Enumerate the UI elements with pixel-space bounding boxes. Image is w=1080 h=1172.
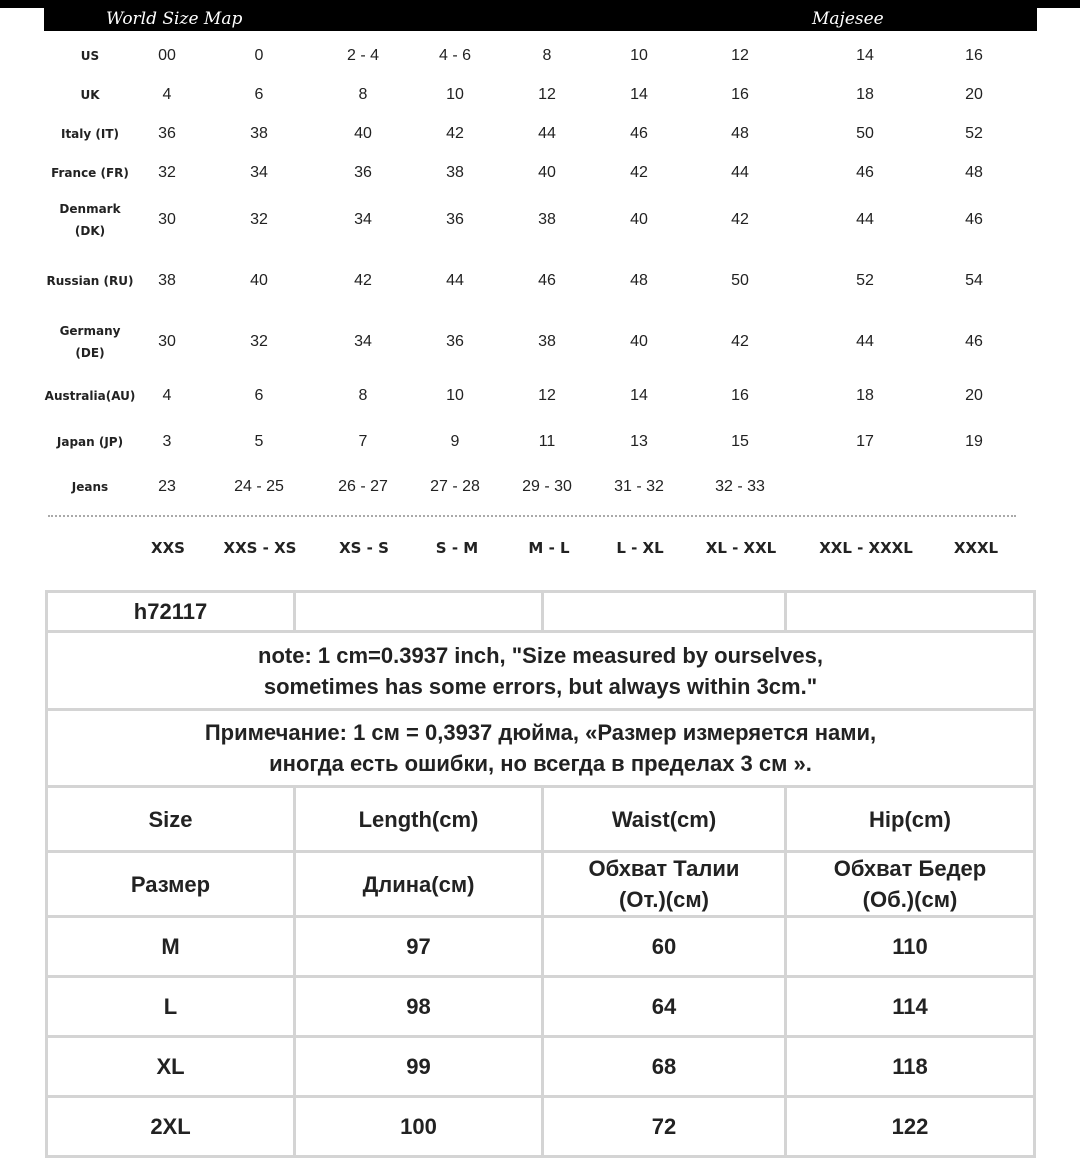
size-value: 46 xyxy=(630,125,648,142)
size-value: 40 xyxy=(250,272,268,289)
column-header-ru-line: Обхват Бедер xyxy=(833,856,987,881)
size-value: 11 xyxy=(538,433,556,450)
size-value: 10 xyxy=(630,47,648,64)
size-value: 42 xyxy=(630,164,648,181)
measurement-value: 110 xyxy=(786,917,1035,977)
size-value: 10 xyxy=(446,86,464,103)
size-value: 38 xyxy=(538,333,556,350)
size-value: 5 xyxy=(254,433,264,450)
size-label: L xyxy=(47,977,295,1037)
empty-cell xyxy=(786,592,1035,632)
size-value: 52 xyxy=(965,125,983,142)
region-label-line: Australia(AU) xyxy=(44,389,136,403)
size-value: 38 xyxy=(158,272,176,289)
size-value: 44 xyxy=(731,164,749,181)
note-en-row xyxy=(47,632,1035,710)
size-value: 48 xyxy=(731,125,749,142)
column-header-ru-line: (Об.)(см) xyxy=(862,887,958,912)
size-value: 29 - 30 xyxy=(522,478,572,495)
region-label-line: US xyxy=(80,49,100,63)
size-value: 46 xyxy=(538,272,556,289)
column-header: Length(cm) xyxy=(295,787,543,852)
size-label: M xyxy=(47,917,295,977)
size-value: 52 xyxy=(856,272,874,289)
size-value: 18 xyxy=(856,387,874,404)
letter-size: XXS - XS xyxy=(223,539,297,557)
column-header: Size xyxy=(47,787,295,852)
size-value: 48 xyxy=(630,272,648,289)
size-value: 44 xyxy=(856,333,874,350)
map-row xyxy=(44,270,1037,292)
size-value: 12 xyxy=(731,47,749,64)
size-value: 40 xyxy=(630,333,648,350)
size-value: 34 xyxy=(250,164,268,181)
size-row xyxy=(47,917,1035,977)
size-value: 2 - 4 xyxy=(346,47,379,64)
size-value: 46 xyxy=(856,164,874,181)
region-label-line: Jeans xyxy=(71,480,109,494)
region-label-line: (DE) xyxy=(75,346,105,360)
size-value: 38 xyxy=(250,125,268,142)
size-value: 31 - 32 xyxy=(614,478,664,495)
header-en-row xyxy=(47,787,1035,852)
measurement-value: 99 xyxy=(295,1037,543,1097)
size-row xyxy=(47,1097,1035,1157)
size-value: 30 xyxy=(158,333,176,350)
region-label-line: Italy (IT) xyxy=(60,127,120,141)
size-value: 32 xyxy=(158,164,176,181)
size-value: 23 xyxy=(158,478,176,495)
map-row xyxy=(44,84,1037,106)
size-value: 54 xyxy=(965,272,983,289)
map-row xyxy=(44,431,1037,453)
size-value: 14 xyxy=(856,47,874,64)
map-row xyxy=(44,45,1037,67)
note-english-line: note: 1 cm=0.3937 inch, "Size measured by ourselves, xyxy=(258,642,823,668)
measurement-value: 114 xyxy=(786,977,1035,1037)
header-ru-row xyxy=(47,852,1035,917)
size-value: 4 xyxy=(162,387,172,404)
letter-size: XXXL xyxy=(953,539,999,557)
letter-size: M - L xyxy=(528,539,570,557)
column-header: Waist(cm) xyxy=(543,787,786,852)
size-value: 50 xyxy=(731,272,749,289)
map-row xyxy=(44,324,1037,360)
size-value: 38 xyxy=(446,164,464,181)
region-label-line: Japan (JP) xyxy=(56,435,124,449)
measurement-value: 72 xyxy=(543,1097,786,1157)
region-label-line: UK xyxy=(80,88,100,102)
size-value: 50 xyxy=(856,125,874,142)
size-value: 27 - 28 xyxy=(430,478,480,495)
note-russian-line: Примечание: 1 см = 0,3937 дюйма, «Размер измеряется нами, xyxy=(204,720,877,745)
column-header-ru xyxy=(47,852,295,917)
letter-size: XXL - XXXL xyxy=(819,539,913,557)
region-label-line: Denmark xyxy=(59,202,121,216)
letter-size-row xyxy=(44,537,1037,559)
world-size-map xyxy=(44,8,1037,495)
size-value: 36 xyxy=(446,333,464,350)
size-value: 32 - 33 xyxy=(715,478,765,495)
column-header-ru-line: Длина(см) xyxy=(362,871,475,897)
size-value: 44 xyxy=(856,211,874,228)
size-label: 2XL xyxy=(47,1097,295,1157)
size-value: 16 xyxy=(731,86,749,103)
size-row xyxy=(47,1037,1035,1097)
map-row xyxy=(44,123,1037,145)
size-label: XL xyxy=(47,1037,295,1097)
map-row xyxy=(44,476,1037,498)
size-value: 16 xyxy=(965,47,983,64)
size-value: 17 xyxy=(856,433,874,450)
note-english-line: sometimes has some errors, but always within 3cm." xyxy=(263,673,818,699)
size-value: 42 xyxy=(731,333,749,350)
size-value: 6 xyxy=(254,387,264,404)
size-value: 42 xyxy=(731,211,749,228)
region-label-line: (DK) xyxy=(74,224,106,238)
letter-size: XS - S xyxy=(339,539,389,557)
measurement-value: 64 xyxy=(543,977,786,1037)
empty-cell xyxy=(295,592,543,632)
size-value: 9 xyxy=(450,433,460,450)
size-value: 24 - 25 xyxy=(234,478,284,495)
column-header-ru xyxy=(786,852,1035,917)
size-value: 3 xyxy=(162,433,172,450)
measurement-value: 100 xyxy=(295,1097,543,1157)
size-value: 42 xyxy=(446,125,464,142)
column-header: Hip(cm) xyxy=(786,787,1035,852)
region-label-line: France (FR) xyxy=(51,166,129,180)
size-value: 15 xyxy=(731,433,749,450)
size-value: 26 - 27 xyxy=(338,478,388,495)
size-value: 12 xyxy=(538,387,556,404)
size-value: 46 xyxy=(965,333,983,350)
size-value: 10 xyxy=(446,387,464,404)
size-value: 4 xyxy=(162,86,172,103)
size-value: 40 xyxy=(354,125,372,142)
size-value: 8 xyxy=(358,86,368,103)
size-value: 20 xyxy=(965,86,983,103)
note-russian-line: иногда есть ошибки, но всегда в пределах 3 см ». xyxy=(269,751,812,776)
map-row xyxy=(44,385,1037,407)
size-value: 36 xyxy=(354,164,372,181)
column-header-ru-line: (От.)(см) xyxy=(619,887,709,912)
column-header-ru-line: Обхват Талии xyxy=(588,856,740,881)
letter-size: XL - XXL xyxy=(705,539,777,557)
brand-name: Majesee xyxy=(812,9,884,29)
size-row xyxy=(47,977,1035,1037)
size-value: 42 xyxy=(354,272,372,289)
measurement-value: 97 xyxy=(295,917,543,977)
size-value: 36 xyxy=(158,125,176,142)
size-value: 34 xyxy=(354,211,372,228)
measurement-value: 98 xyxy=(295,977,543,1037)
size-value: 00 xyxy=(158,47,176,64)
size-value: 8 xyxy=(542,47,552,64)
world-size-map-header xyxy=(44,8,1037,31)
size-value: 38 xyxy=(538,211,556,228)
size-value: 30 xyxy=(158,211,176,228)
size-value: 19 xyxy=(965,433,983,450)
size-value: 13 xyxy=(630,433,648,450)
note-english xyxy=(47,632,1035,710)
region-label-line: Russian (RU) xyxy=(46,274,134,288)
region-label-line: Germany xyxy=(59,324,121,338)
size-value: 14 xyxy=(630,86,648,103)
size-value: 36 xyxy=(446,211,464,228)
size-chart-table xyxy=(45,590,1036,1158)
product-code: h72117 xyxy=(47,592,295,632)
measurement-value: 68 xyxy=(543,1037,786,1097)
product-code-row xyxy=(47,592,1035,632)
size-value: 32 xyxy=(250,333,268,350)
size-value: 34 xyxy=(354,333,372,350)
letter-size: L - XL xyxy=(616,539,664,557)
dotted-divider xyxy=(48,515,1016,517)
size-value: 4 - 6 xyxy=(438,47,471,64)
size-value: 7 xyxy=(358,433,368,450)
map-row xyxy=(44,202,1037,238)
column-header-ru-line: Размер xyxy=(130,871,211,897)
size-value: 40 xyxy=(538,164,556,181)
empty-cell xyxy=(543,592,786,632)
size-value: 12 xyxy=(538,86,556,103)
column-header-ru xyxy=(543,852,786,917)
measurement-value: 122 xyxy=(786,1097,1035,1157)
size-value: 44 xyxy=(446,272,464,289)
size-value: 40 xyxy=(630,211,648,228)
size-value: 6 xyxy=(254,86,264,103)
measurement-value: 118 xyxy=(786,1037,1035,1097)
size-value: 46 xyxy=(965,211,983,228)
size-value: 0 xyxy=(254,47,264,64)
size-value: 8 xyxy=(358,387,368,404)
column-header-ru xyxy=(295,852,543,917)
size-value: 14 xyxy=(630,387,648,404)
size-value: 20 xyxy=(965,387,983,404)
size-value: 32 xyxy=(250,211,268,228)
note-russian xyxy=(47,710,1035,787)
letter-size: XXS xyxy=(151,539,185,557)
letter-size: S - M xyxy=(435,539,479,557)
top-black-bar xyxy=(0,0,1080,8)
note-ru-row xyxy=(47,710,1035,787)
size-value: 44 xyxy=(538,125,556,142)
size-value: 48 xyxy=(965,164,983,181)
map-row xyxy=(44,162,1037,184)
world-size-map-title: World Size Map xyxy=(106,9,243,29)
size-value: 16 xyxy=(731,387,749,404)
measurement-value: 60 xyxy=(543,917,786,977)
size-value: 18 xyxy=(856,86,874,103)
